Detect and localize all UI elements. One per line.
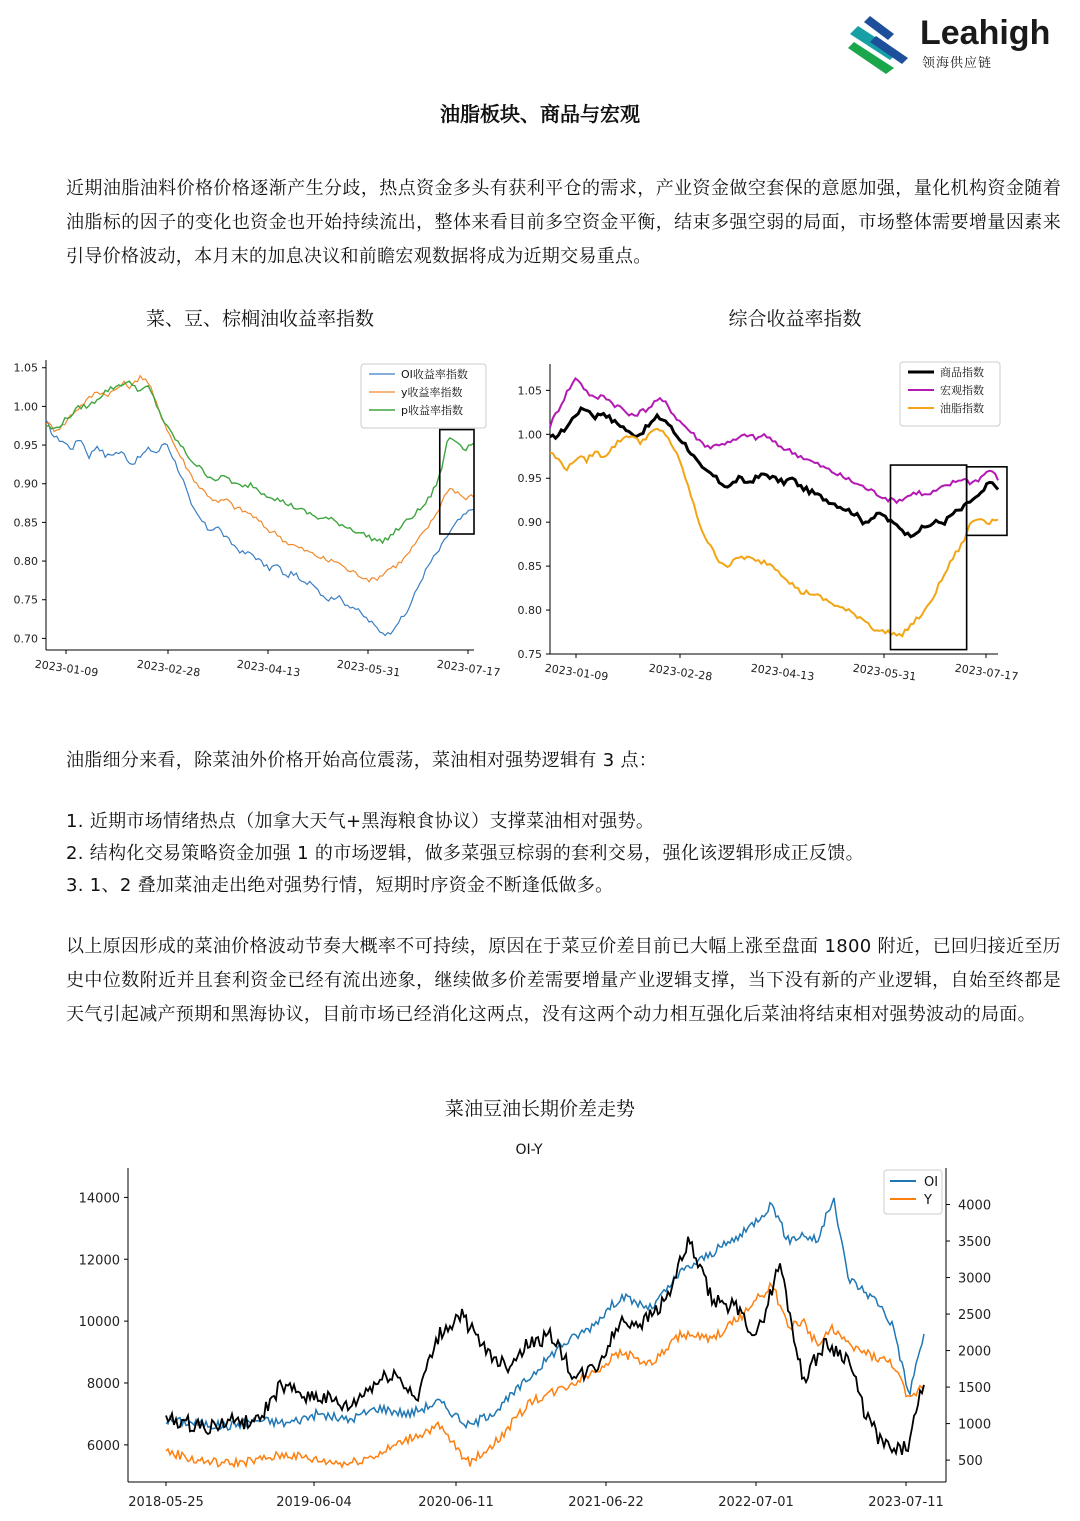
y-tick-label: 0.95 (13, 439, 38, 453)
chart3-caption: 菜油豆油长期价差走势 (444, 1098, 635, 1120)
left-tick-label: 6000 (86, 1438, 120, 1454)
chart-legend (900, 362, 1000, 426)
left-tick-label: 12000 (78, 1253, 120, 1269)
legend-label: 油脂指数 (940, 402, 984, 415)
right-tick-label: 500 (958, 1454, 983, 1470)
list-item: 3. 1、2 叠加菜油走出绝对强势行情，短期时序资金不断逢低做多。 (66, 875, 614, 896)
legend-label: 商品指数 (940, 366, 984, 379)
chart3-title: OI-Y (515, 1142, 543, 1158)
y-tick-label: 1.00 (517, 428, 542, 442)
x-tick-label: 2023-07-11 (868, 1495, 944, 1510)
x-tick-label: 2023-01-09 (543, 661, 610, 684)
right-tick-label: 3000 (958, 1271, 992, 1287)
legend-label: Y (924, 1193, 932, 1208)
y-tick-label: 0.90 (517, 516, 542, 530)
chart-composite-return-index (508, 346, 1038, 696)
legend-label: p收益率指数 (401, 404, 463, 417)
chart-legend (361, 364, 486, 428)
x-tick-label: 2023-02-28 (647, 661, 714, 684)
x-tick-label: 2023-05-31 (851, 661, 918, 684)
y-tick-label: 0.80 (13, 555, 38, 569)
list-item: 2. 结构化交易策略资金加强 1 的市场逻辑，做多菜强豆棕弱的套利交易，强化该逻辑形成正反馈。 (66, 843, 864, 864)
y-tick-label: 0.70 (13, 632, 38, 646)
right-tick-label: 2000 (958, 1344, 992, 1360)
x-tick-label: 2023-07-17 (953, 661, 1020, 684)
x-tick-label: 2018-05-25 (128, 1495, 204, 1510)
y-tick-label: 0.95 (517, 472, 542, 486)
x-tick-label: 2022-07-01 (718, 1495, 794, 1510)
y-tick-label: 0.85 (13, 516, 38, 530)
brand-logo (848, 12, 1062, 76)
left-tick-label: 10000 (78, 1315, 120, 1331)
left-tick-label: 14000 (78, 1191, 120, 1207)
legend-label: OI收益率指数 (401, 368, 468, 381)
y-tick-label: 1.00 (13, 400, 38, 414)
chart2-title: 综合收益率指数 (728, 308, 862, 330)
right-tick-label: 1500 (958, 1381, 992, 1397)
legend-label: OI (924, 1175, 939, 1190)
right-tick-label: 4000 (958, 1198, 992, 1214)
y-tick-label: 1.05 (517, 384, 542, 398)
legend-label: y收益率指数 (401, 386, 463, 399)
x-tick-label: 2020-06-11 (418, 1495, 494, 1510)
x-tick-label: 2021-06-22 (568, 1495, 644, 1510)
x-tick-label: 2019-06-04 (276, 1495, 352, 1510)
chart-oil-return-index (6, 346, 511, 696)
brand-name: Leahigh (920, 14, 1051, 52)
series-line-y (166, 1283, 924, 1467)
highlight-box (890, 465, 966, 650)
x-tick-label: 2023-05-31 (335, 657, 402, 680)
chart-legend (884, 1170, 942, 1214)
left-tick-label: 8000 (86, 1377, 120, 1393)
chart-oi-y-spread (6, 1134, 1076, 1519)
conclusion-paragraph: 以上原因形成的菜油价格波动节奏大概率不可持续，原因在于菜豆价差目前已大幅上涨至盘面 1800 附近，已回归接近至历史中位数附近并且套利资金已经有流出迹象，继续做多价差需要增量产业逻辑支撑，当下没有新的产业逻辑，自始至终都是天气引起减产预期和黑海协议，目前市场已经消化这两点，没有这两个动力相互强化后菜油将结束相对强势波动的局面。 (66, 936, 1061, 1025)
y-tick-label: 1.05 (13, 361, 38, 375)
x-tick-label: 2023-07-17 (435, 657, 502, 680)
series-line-1 (550, 408, 998, 537)
y-tick-label: 0.75 (13, 593, 38, 607)
y-tick-label: 0.75 (517, 648, 542, 661)
y-tick-label: 0.90 (13, 477, 38, 491)
subsection-paragraph: 油脂细分来看，除菜油外价格开始高位震荡，菜油相对强势逻辑有 3 点： (66, 750, 658, 771)
x-tick-label: 2023-04-13 (235, 657, 302, 680)
section-title: 油脂板块、商品与宏观 (440, 102, 640, 126)
right-tick-label: 1000 (958, 1417, 992, 1433)
intro-paragraph: 近期油脂油料价格价格逐渐产生分歧，热点资金多头有获利平仓的需求，产业资金做空套保的意愿加强，量化机构资金随着油脂标的因子的变化也资金也开始持续流出，整体来看目前多空资金平衡，结束多强空弱的局面，市场整体需要增量因素来引导价格波动，本月末的加息决议和前瞻宏观数据将成为近期交易重点。 (66, 178, 1061, 267)
series-line-3 (550, 429, 998, 637)
x-tick-label: 2023-04-13 (749, 661, 816, 684)
list-item: 1. 近期市场情绪热点（加拿大天气+黑海粮食协议）支撑菜油相对强势。 (66, 811, 655, 832)
x-tick-label: 2023-01-09 (33, 657, 100, 680)
brand-subtitle: 领海供应链 (922, 56, 993, 71)
legend-label: 宏观指数 (940, 384, 984, 397)
x-tick-label: 2023-02-28 (135, 657, 202, 680)
leahigh-logo-icon (848, 12, 918, 76)
series-line-1 (46, 420, 474, 636)
right-tick-label: 3500 (958, 1235, 992, 1251)
y-tick-label: 0.80 (517, 604, 542, 618)
y-tick-label: 0.85 (517, 560, 542, 574)
right-tick-label: 2500 (958, 1308, 992, 1324)
chart1-title: 菜、豆、棕榈油收益率指数 (145, 308, 374, 330)
